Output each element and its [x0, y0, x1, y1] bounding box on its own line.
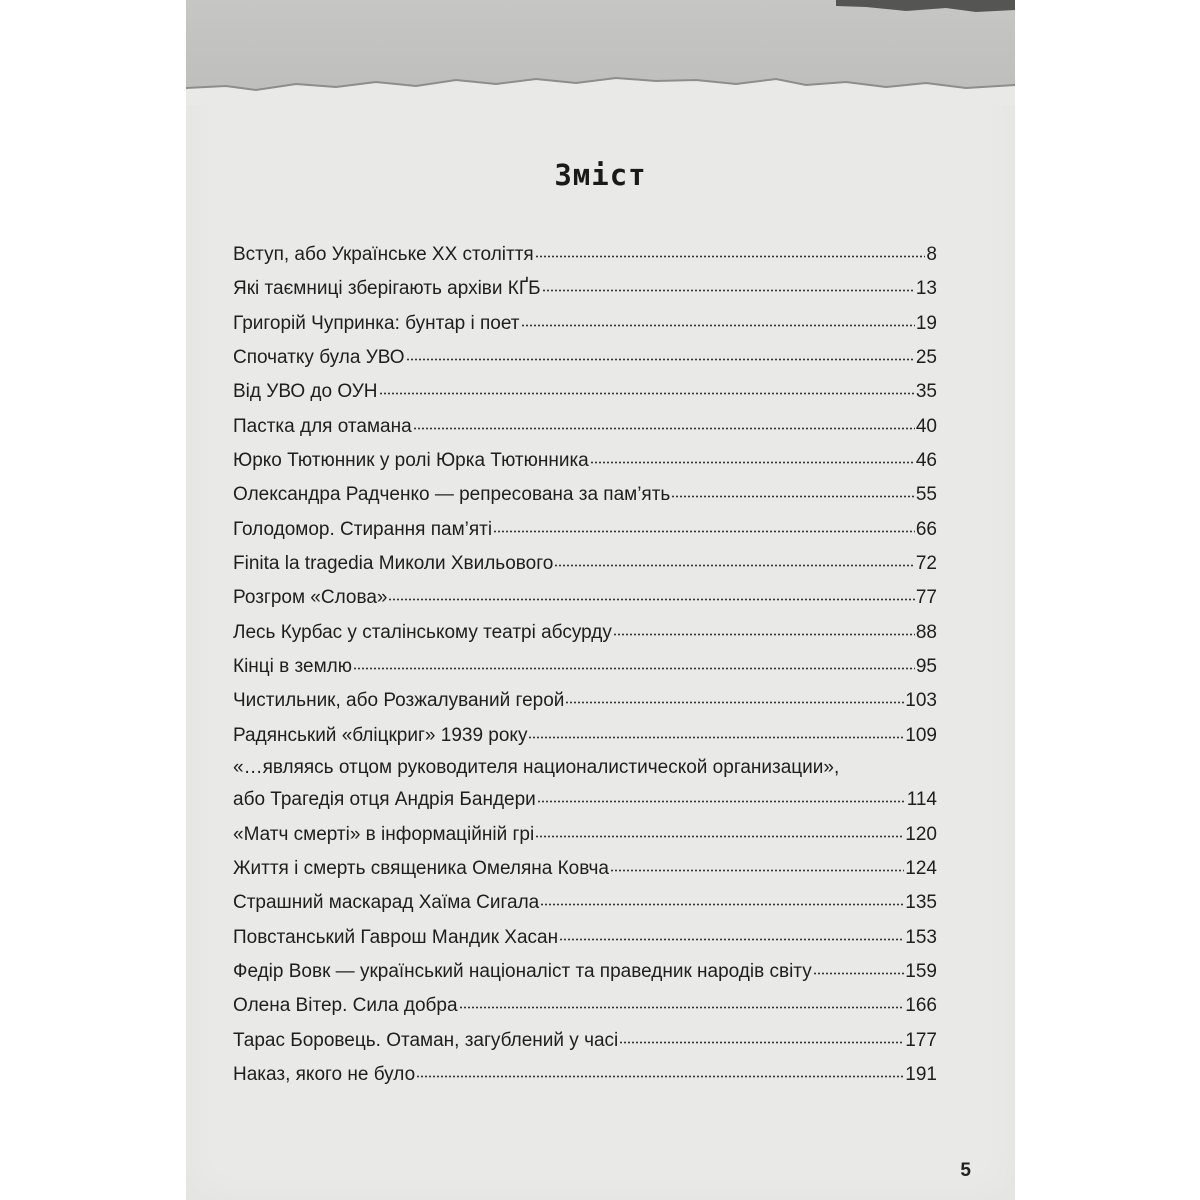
toc-entry: [233, 684, 937, 718]
toc-entry-page: 55: [915, 484, 937, 506]
toc-entry-page: 35: [915, 381, 937, 403]
toc-leader-dots: [535, 833, 904, 839]
toc-entry-page: 109: [905, 724, 937, 746]
toc-entry-page: 153: [905, 926, 937, 948]
toc-leader-dots: [379, 390, 915, 396]
toc-leader-dots: [559, 936, 904, 942]
page-number: 5: [960, 1160, 971, 1181]
toc-entry: [233, 307, 937, 341]
toc-entry-title: Федір Вовк — український націоналіст та праведник народів світу: [233, 960, 812, 982]
toc-leader-dots: [565, 699, 904, 705]
toc-entry-title: Життя і смерть священика Омеляна Ковча: [233, 857, 609, 879]
toc-leader-dots: [413, 425, 915, 431]
book-page: [186, 0, 1015, 1200]
toc-entry-title: Олександра Радченко — репресована за пам’ять: [233, 484, 671, 506]
toc-leader-dots: [493, 528, 915, 534]
toc-entry: [233, 783, 937, 817]
toc-entry-page: 72: [915, 553, 937, 575]
toc-entry: [233, 1058, 937, 1092]
toc-leader-dots: [613, 631, 915, 637]
toc-leader-dots: [406, 356, 915, 362]
toc-entry: [233, 818, 937, 852]
toc-entry-title: Від УВО до ОУН: [233, 381, 378, 403]
toc-entry-page: 40: [915, 415, 937, 437]
toc-entry-line: [233, 753, 937, 783]
toc-entry: [233, 719, 937, 753]
toc-leader-dots: [542, 287, 915, 293]
toc-entry-page: 19: [915, 312, 937, 334]
toc-entry-title: Пастка для отамана: [233, 415, 412, 437]
toc-entry-title: Вступ, або Українське ХХ століття: [233, 244, 534, 265]
toc-entry-title: Чистильник, або Розжалуваний герой: [233, 690, 565, 712]
toc-entry-page: 88: [915, 621, 937, 643]
toc-entry: [233, 852, 937, 886]
toc-entry-page: 177: [905, 1029, 937, 1051]
toc-leader-dots: [540, 901, 904, 907]
toc-leader-dots: [528, 734, 904, 740]
toc-entry-page: 103: [905, 690, 937, 712]
toc-leader-dots: [554, 562, 915, 568]
toc-leader-dots: [619, 1039, 904, 1045]
toc-entry-page: 191: [905, 1063, 937, 1085]
toc-entry-title: Юрко Тютюнник у ролі Юрка Тютюнника: [233, 450, 589, 472]
toc-entry: [233, 478, 937, 512]
toc-entry: [233, 410, 937, 444]
toc-leader-dots: [537, 798, 906, 804]
toc-entry-page: 135: [905, 892, 937, 914]
toc-entry: [233, 1024, 937, 1058]
toc-leader-dots: [353, 665, 915, 671]
toc-entry-title: Страшний маскарад Хаїма Сигала: [233, 892, 540, 914]
toc-entry-title: Розгром «Слова»: [233, 587, 388, 609]
toc-entry-page: 66: [915, 518, 937, 540]
toc-entry: [233, 513, 937, 547]
toc-entry: [233, 238, 937, 272]
toc-entry: [233, 886, 937, 920]
toc-entry-page: 159: [905, 960, 937, 982]
toc-entry-page: 25: [915, 347, 937, 369]
toc-entry-title: Finita la tragedia Миколи Хвильового: [233, 553, 554, 575]
toc-entry: [233, 547, 937, 581]
toc-entry-page: 124: [905, 857, 937, 879]
toc-leader-dots: [521, 322, 915, 328]
toc-entry-title: Голодомор. Стирання пам’яті: [233, 518, 493, 540]
toc-entry-title: або Трагедія отця Андрія Бандери: [233, 789, 536, 811]
toc-leader-dots: [459, 1004, 905, 1010]
toc-leader-dots: [590, 459, 915, 465]
toc-leader-dots: [388, 596, 914, 602]
table-of-contents: [233, 238, 937, 1092]
toc-entry: [233, 921, 937, 955]
toc-entry-title: «…являясь отцом руководителя националистической организации»,: [233, 757, 840, 779]
page-title: Зміст: [554, 158, 647, 192]
toc-entry: [233, 272, 937, 306]
torn-edge-graphic: [186, 0, 1015, 105]
toc-entry: [233, 375, 937, 409]
toc-entry-page: 114: [906, 789, 937, 811]
toc-entry-title: Які таємниці зберігають архіви КҐБ: [233, 278, 541, 300]
toc-entry-page: 77: [915, 587, 937, 609]
toc-entry-title: Олена Вітер. Сила добра: [233, 995, 458, 1017]
toc-entry-title: Кінці в землю: [233, 656, 353, 678]
toc-entry-title: Радянський «бліцкриг» 1939 року: [233, 724, 528, 746]
toc-entry-page: 166: [905, 995, 937, 1017]
toc-entry-title: Лесь Курбас у сталінському театрі абсурду: [233, 621, 612, 643]
torn-paper-header: [186, 0, 1015, 92]
toc-entry-title: Тарас Боровець. Отаман, загублений у часі: [233, 1029, 619, 1051]
toc-entry: [233, 955, 937, 989]
toc-entry-page: 8: [926, 244, 937, 265]
toc-entry: [233, 616, 937, 650]
toc-leader-dots: [813, 970, 905, 976]
toc-entry-page: 13: [915, 278, 937, 300]
toc-entry-page: 46: [915, 450, 937, 472]
toc-entry: [233, 341, 937, 375]
toc-leader-dots: [671, 493, 915, 499]
toc-entry-title: Спочатку була УВО: [233, 347, 405, 369]
toc-entry-page: 120: [905, 823, 937, 845]
toc-entry: [233, 650, 937, 684]
toc-entry: [233, 989, 937, 1023]
toc-leader-dots: [535, 253, 926, 259]
toc-entry-title: Повстанський Гаврош Мандик Хасан: [233, 926, 559, 948]
toc-entry-title: Наказ, якого не було: [233, 1063, 416, 1085]
toc-leader-dots: [610, 867, 904, 873]
toc-entry-title: Григорій Чупринка: бунтар і поет: [233, 312, 520, 334]
toc-entry-page: 95: [915, 656, 937, 678]
toc-entry-title: «Матч смерті» в інформаційній грі: [233, 823, 535, 845]
toc-entry: [233, 581, 937, 615]
toc-leader-dots: [416, 1073, 904, 1079]
toc-entry: [233, 444, 937, 478]
